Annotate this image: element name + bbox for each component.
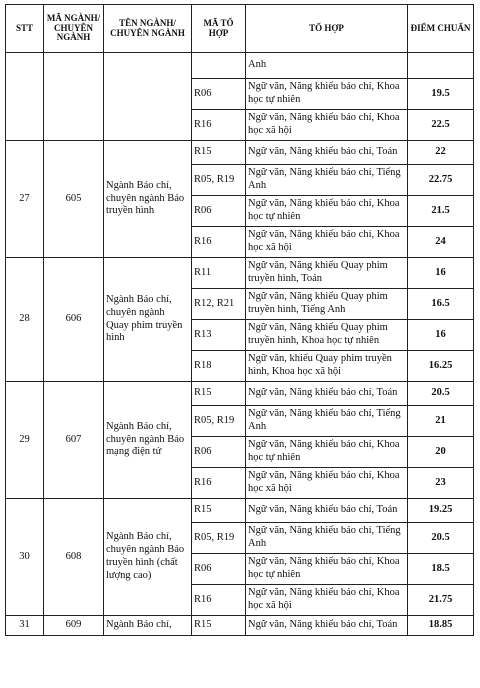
major-code-cell: 605 bbox=[44, 141, 104, 258]
combo-code-cell: R06 bbox=[192, 437, 246, 468]
score-cell: 19.25 bbox=[408, 499, 474, 523]
score-cell: 16 bbox=[408, 258, 474, 289]
major-name-cell: Ngành Báo chí, chuyên ngành Báo truyền hình (chất lượng cao) bbox=[104, 499, 192, 616]
score-cell: 19.5 bbox=[408, 79, 474, 110]
major-name-cell: Ngành Báo chí, chuyên ngành Quay phim truyền hình bbox=[104, 258, 192, 382]
combo-code-cell: R16 bbox=[192, 110, 246, 141]
stt-cell bbox=[6, 53, 44, 141]
combo-cell: Ngữ văn, Năng khiếu báo chí, Toán bbox=[246, 141, 408, 165]
combo-code-cell: R16 bbox=[192, 468, 246, 499]
combo-code-cell: R12, R21 bbox=[192, 289, 246, 320]
score-cell: 18.85 bbox=[408, 616, 474, 636]
combo-code-cell: R15 bbox=[192, 499, 246, 523]
stt-cell: 29 bbox=[6, 382, 44, 499]
combo-cell: Ngữ văn, Năng khiếu Quay phim truyền hình, Toán bbox=[246, 258, 408, 289]
combo-code-cell: R15 bbox=[192, 616, 246, 636]
combo-cell: Ngữ văn, Năng khiếu báo chí, Toán bbox=[246, 616, 408, 636]
major-name-cell: Ngành Báo chí, chuyên ngành Báo mạng điện tử bbox=[104, 382, 192, 499]
combo-code-cell: R06 bbox=[192, 79, 246, 110]
combo-cell: Ngữ văn, Năng khiếu Quay phim truyền hình, Tiếng Anh bbox=[246, 289, 408, 320]
combo-cell: Ngữ văn, Năng khiếu Quay phim truyền hình, Khoa học tự nhiên bbox=[246, 320, 408, 351]
score-cell: 22.75 bbox=[408, 165, 474, 196]
combo-cell: Ngữ văn, Năng khiếu báo chí, Khoa học tự nhiên bbox=[246, 79, 408, 110]
table-row bbox=[6, 616, 474, 636]
stt-cell: 28 bbox=[6, 258, 44, 382]
score-cell: 24 bbox=[408, 227, 474, 258]
admission-score-table bbox=[5, 4, 473, 636]
combo-code-cell: R05, R19 bbox=[192, 165, 246, 196]
table-row bbox=[6, 258, 474, 289]
header-stt: STT bbox=[6, 5, 44, 53]
header-combo-code: MÃ TỔ HỢP bbox=[192, 5, 246, 53]
major-name-cell: Ngành Báo chí, bbox=[104, 616, 192, 636]
combo-cell: Ngữ văn, Năng khiếu báo chí, Tiếng Anh bbox=[246, 523, 408, 554]
table-row bbox=[6, 141, 474, 165]
table-row bbox=[6, 382, 474, 406]
combo-cell: Ngữ văn, Năng khiếu báo chí, Khoa học tự nhiên bbox=[246, 437, 408, 468]
major-name-cell: Ngành Báo chí, chuyên ngành Báo truyền hình bbox=[104, 141, 192, 258]
score-cell bbox=[408, 53, 474, 79]
score-cell: 21.75 bbox=[408, 585, 474, 616]
major-code-cell: 606 bbox=[44, 258, 104, 382]
combo-code-cell: R13 bbox=[192, 320, 246, 351]
combo-code-cell: R15 bbox=[192, 141, 246, 165]
combo-code-cell: R11 bbox=[192, 258, 246, 289]
major-code-cell: 609 bbox=[44, 616, 104, 636]
combo-cell: Ngữ văn, Năng khiếu báo chí, Toán bbox=[246, 382, 408, 406]
combo-code-cell: R05, R19 bbox=[192, 523, 246, 554]
score-cell: 22 bbox=[408, 141, 474, 165]
table-row bbox=[6, 499, 474, 523]
score-cell: 20.5 bbox=[408, 523, 474, 554]
combo-cell: Ngữ văn, Năng khiếu báo chí, Khoa học xã hội bbox=[246, 468, 408, 499]
table-header-row bbox=[6, 5, 474, 53]
major-code-cell: 608 bbox=[44, 499, 104, 616]
combo-cell: Ngữ văn, Năng khiếu báo chí, Khoa học tự nhiên bbox=[246, 554, 408, 585]
combo-code-cell: R06 bbox=[192, 554, 246, 585]
stt-cell: 30 bbox=[6, 499, 44, 616]
major-code-cell: 607 bbox=[44, 382, 104, 499]
combo-cell: Ngữ văn, khiếu Quay phim truyền hình, Khoa học xã hội bbox=[246, 351, 408, 382]
combo-code-cell: R18 bbox=[192, 351, 246, 382]
score-cell: 21 bbox=[408, 406, 474, 437]
table-row bbox=[6, 53, 474, 79]
combo-cell: Anh bbox=[246, 53, 408, 79]
stt-cell: 31 bbox=[6, 616, 44, 636]
combo-cell: Ngữ văn, Năng khiếu báo chí, Khoa học xã hội bbox=[246, 227, 408, 258]
score-cell: 21.5 bbox=[408, 196, 474, 227]
combo-code-cell: R16 bbox=[192, 585, 246, 616]
score-cell: 23 bbox=[408, 468, 474, 499]
stt-cell: 27 bbox=[6, 141, 44, 258]
header-major-name: TÊN NGÀNH/ CHUYÊN NGÀNH bbox=[104, 5, 192, 53]
combo-code-cell: R06 bbox=[192, 196, 246, 227]
score-cell: 22.5 bbox=[408, 110, 474, 141]
combo-cell: Ngữ văn, Năng khiếu báo chí, Tiếng Anh bbox=[246, 165, 408, 196]
score-cell: 20 bbox=[408, 437, 474, 468]
score-cell: 20.5 bbox=[408, 382, 474, 406]
major-name-cell bbox=[104, 53, 192, 141]
score-cell: 16 bbox=[408, 320, 474, 351]
combo-cell: Ngữ văn, Năng khiếu báo chí, Khoa học tự nhiên bbox=[246, 196, 408, 227]
table-body bbox=[6, 53, 474, 636]
header-major-code: MÃ NGÀNH/ CHUYÊN NGÀNH bbox=[44, 5, 104, 53]
combo-cell: Ngữ văn, Năng khiếu báo chí, Khoa học xã hội bbox=[246, 585, 408, 616]
score-cell: 16.5 bbox=[408, 289, 474, 320]
score-cell: 18.5 bbox=[408, 554, 474, 585]
header-score: ĐIỂM CHUẨN bbox=[408, 5, 474, 53]
combo-code-cell: R15 bbox=[192, 382, 246, 406]
score-table bbox=[5, 4, 474, 636]
combo-code-cell: R05, R19 bbox=[192, 406, 246, 437]
score-cell: 16.25 bbox=[408, 351, 474, 382]
combo-cell: Ngữ văn, Năng khiếu báo chí, Toán bbox=[246, 499, 408, 523]
major-code-cell bbox=[44, 53, 104, 141]
header-combo: TỔ HỢP bbox=[246, 5, 408, 53]
combo-code-cell bbox=[192, 53, 246, 79]
combo-cell: Ngữ văn, Năng khiếu báo chí, Khoa học xã hội bbox=[246, 110, 408, 141]
combo-code-cell: R16 bbox=[192, 227, 246, 258]
combo-cell: Ngữ văn, Năng khiếu báo chí, Tiếng Anh bbox=[246, 406, 408, 437]
